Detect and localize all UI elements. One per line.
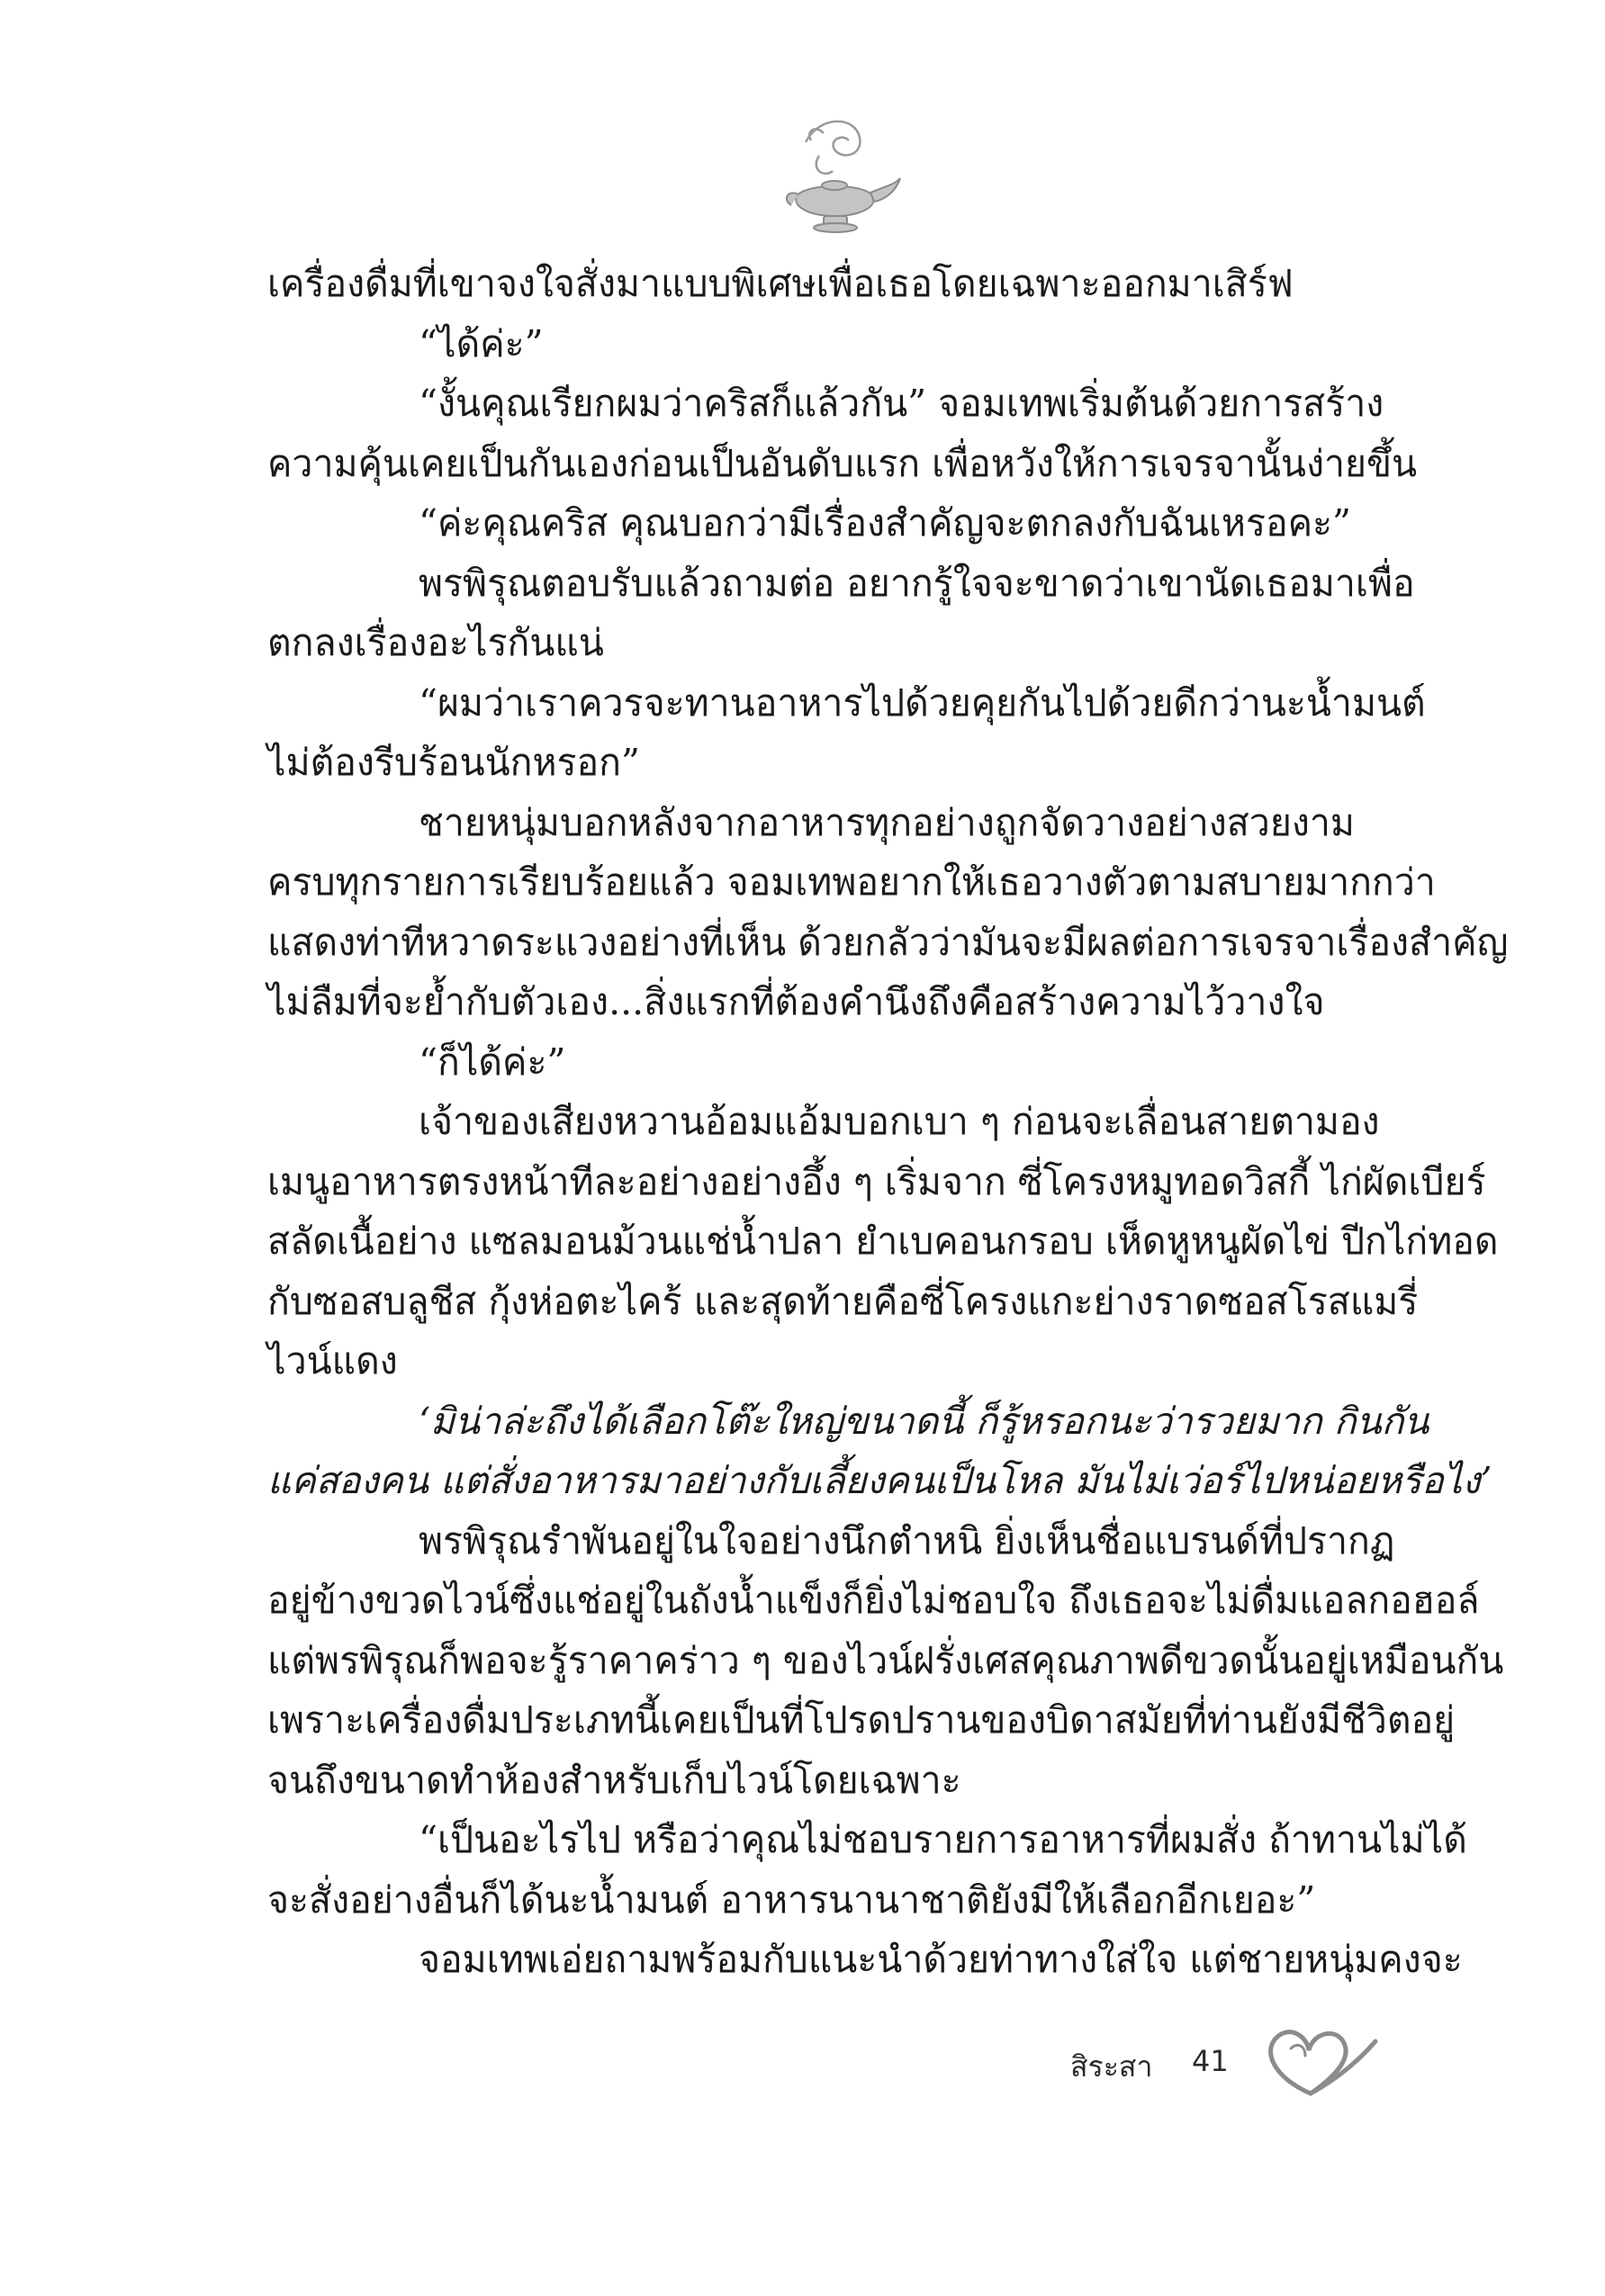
text-line: ไม่ลืมที่จะย้ำกับตัวเอง...สิ่งแรกที่ต้องคำนึงถึงคือสร้างความไว้วางใจ xyxy=(267,980,1325,1023)
text-line: อยู่ข้างขวดไวน์ซึ่งแช่อยู่ในถังน้ำแข็งก็ยิ่งไม่ชอบใจ ถึงเธอจะไม่ดื่มแอลกอฮอล์ xyxy=(267,1579,1480,1622)
text-line: จะสั่งอย่างอื่นก็ได้นะน้ำมนต์ อาหารนานาชาติยังมีให้เลือกอีกเยอะ” xyxy=(267,1877,1316,1922)
body-text xyxy=(267,254,1509,1990)
text-line: เพราะเครื่องดื่มประเภทนี้เคยเป็นที่โปรดปรานของบิดาสมัยที่ท่านยังมีชีวิตอยู่ xyxy=(267,1698,1456,1742)
text-line: กับซอสบลูชีส กุ้งห่อตะไคร้ และสุดท้ายคือซี่โครงแกะย่างราดซอสโรสแมรี่ xyxy=(267,1279,1419,1323)
text-line: “งั้นคุณเรียกผมว่าคริสก็แล้วกัน” จอมเทพเริ่มต้นด้วยการสร้าง xyxy=(419,382,1384,425)
text-line: ความคุ้นเคยเป็นกันเองก่อนเป็นอันดับแรก เพื่อหวังให้การเจรจานั้นง่ายขึ้น xyxy=(267,441,1418,485)
text-line: ชายหนุ่มบอกหลังจากอาหารทุกอย่างถูกจัดวางอย่างสวยงาม xyxy=(419,800,1355,844)
text-line: “ก็ได้ค่ะ” xyxy=(419,1040,566,1084)
text-line: แต่พรพิรุณก็พอจะรู้ราคาคร่าว ๆ ของไวน์ฝรั่งเศสคุณภาพดีขวดนั้นอยู่เหมือนกัน xyxy=(267,1638,1504,1682)
text-line: สลัดเนื้อย่าง แซลมอนม้วนแช่น้ำปลา ยำเบคอนกรอบ เห็ดหูหนูผัดไข่ ปีกไก่ทอด xyxy=(267,1220,1499,1263)
text-line: ตกลงเรื่องอะไรกันแน่ xyxy=(267,621,604,664)
text-line: จนถึงขนาดทำห้องสำหรับเก็บไวน์โดยเฉพาะ xyxy=(267,1758,961,1802)
text-line: “เป็นอะไรไป หรือว่าคุณไม่ชอบรายการอาหารที่ผมสั่ง ถ้าทานไม่ได้ xyxy=(419,1818,1467,1861)
text-line: แค่สองคน แต่สั่งอาหารมาอย่างกับเลี้ยงคนเป็นโหล มันไม่เว่อร์ไปหน่อยหรือไง’ xyxy=(267,1459,1492,1502)
text-line: “ผมว่าเราควรจะทานอาหารไปด้วยคุยกันไปด้วยดีกว่านะน้ำมนต์ xyxy=(419,680,1426,725)
text-line: “ค่ะคุณคริส คุณบอกว่ามีเรื่องสำคัญจะตกลงกับฉันเหรอคะ” xyxy=(419,501,1352,545)
text-line: ครบทุกรายการเรียบร้อยแล้ว จอมเทพอยากให้เธอวางตัวตามสบายมากกว่า xyxy=(267,860,1436,904)
text-line: เมนูอาหารตรงหน้าทีละอย่างอย่างอึ้ง ๆ เริ่มจาก ซี่โครงหมูทอดวิสกี้ ไก่ผัดเบียร์ xyxy=(267,1159,1486,1203)
running-footer-title: สิระสา xyxy=(1070,2049,1153,2084)
text-line: ไม่ต้องรีบร้อนนักหรอก” xyxy=(267,741,640,784)
page-number: 41 xyxy=(1192,2044,1229,2078)
genie-lamp-icon xyxy=(770,106,905,241)
text-line: พรพิรุณรำพันอยู่ในใจอย่างนึกตำหนิ ยิ่งเห็นชื่อแบรนด์ที่ปรากฏ xyxy=(419,1518,1395,1562)
text-line: พรพิรุณตอบรับแล้วถามต่อ อยากรู้ใจจะขาดว่าเขานัดเธอมาเพื่อ xyxy=(419,561,1415,605)
text-line: ไวน์แดง xyxy=(267,1339,398,1382)
heart-flourish-icon xyxy=(1255,2014,1381,2113)
text-line: เจ้าของเสียงหวานอ้อมแอ้มบอกเบา ๆ ก่อนจะเลื่อนสายตามอง xyxy=(419,1100,1380,1143)
text-line: แสดงท่าทีหวาดระแวงอย่างที่เห็น ด้วยกลัวว่ามันจะมีผลต่อการเจรจาเรื่องสำคัญ xyxy=(267,920,1509,964)
text-line: ‘มิน่าล่ะถึงได้เลือกโต๊ะใหญ่ขนาดนี้ ก็รู้หรอกนะว่ารวยมาก กินกัน xyxy=(419,1399,1429,1443)
text-line: เครื่องดื่มที่เขาจงใจสั่งมาแบบพิเศษเพื่อเธอโดยเฉพาะออกมาเสิร์ฟ xyxy=(267,262,1294,305)
text-line: จอมเทพเอ่ยถามพร้อมกับแนะนำด้วยท่าทางใส่ใจ แต่ชายหนุ่มคงจะ xyxy=(419,1938,1463,1981)
text-line: “ได้ค่ะ” xyxy=(419,321,544,365)
